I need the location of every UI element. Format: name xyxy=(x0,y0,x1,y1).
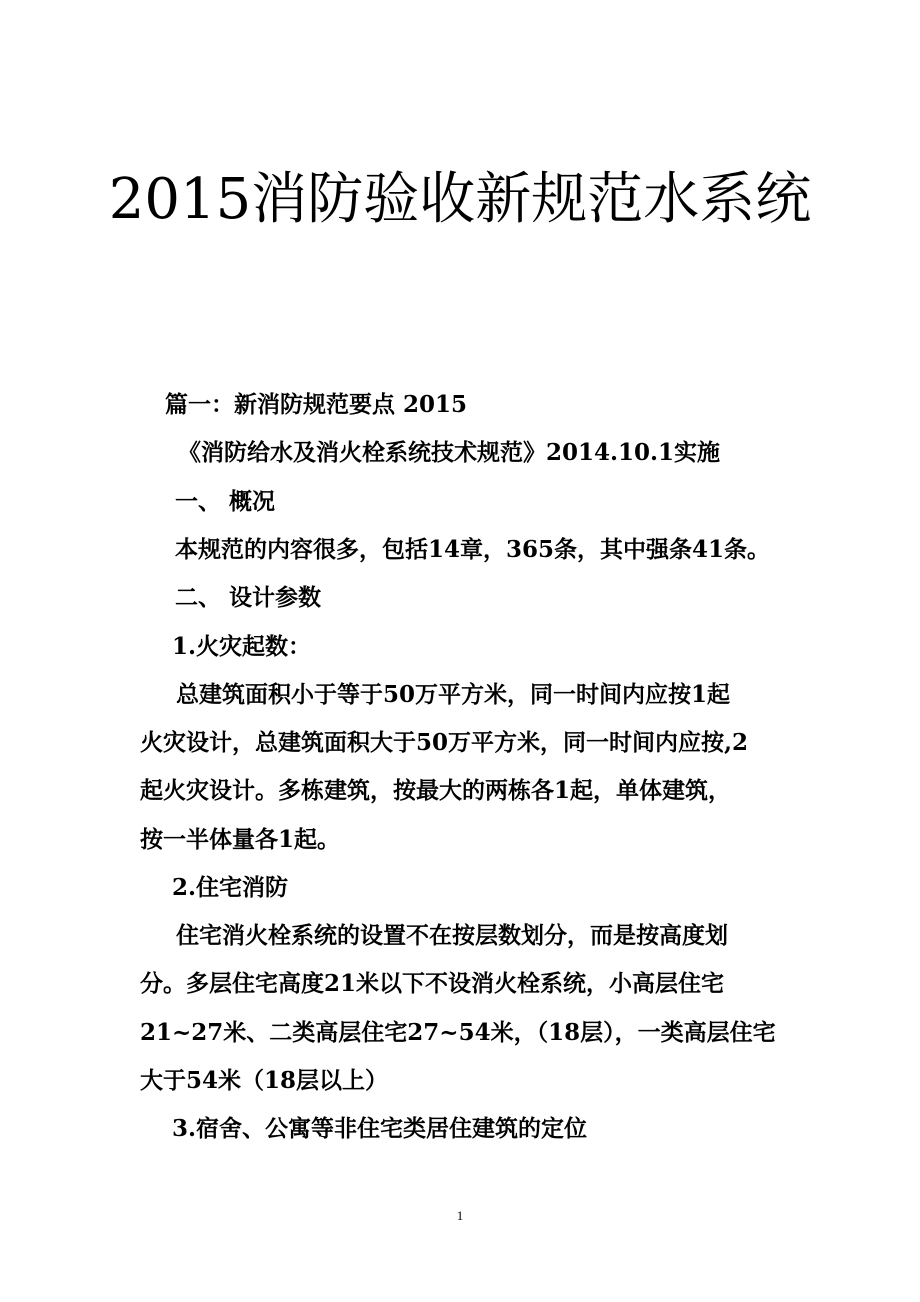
heading-design-parameters: 二、 设计参数 xyxy=(175,584,322,611)
paragraph-residential-line-4: 大于54米（18层以上） xyxy=(140,1067,389,1094)
document-title: 2015消防验收新规范水系统 xyxy=(108,167,812,232)
paragraph-residential-line-3: 21~27米、二类高层住宅27~54米，（18层），一类高层住宅 xyxy=(140,1019,776,1046)
paragraph-residential-line-1: 住宅消火栓系统的设置不在按层数划分，而是按高度划 xyxy=(176,922,728,949)
subheading-dormitory: 3.宿舍、公寓等非住宅类居住建筑的定位 xyxy=(172,1115,588,1142)
standard-name-line: 《消防给水及消火栓系统技术规范》2014.10.1实施 xyxy=(178,439,721,466)
paragraph-fire-count-line-1: 总建筑面积小于等于50万平方米，同一时间内应按1起 xyxy=(176,681,731,708)
subheading-fire-count: 1.火灾起数： xyxy=(172,633,312,660)
paragraph-residential-line-2: 分。多层住宅高度21米以下不设消火栓系统，小高层住宅 xyxy=(140,970,725,997)
heading-overview: 一、 概况 xyxy=(175,488,276,515)
section-heading-part-one: 篇一：新消防规范要点 2015 xyxy=(165,391,468,418)
paragraph-fire-count-line-4: 按一半体量各1起。 xyxy=(140,826,341,853)
paragraph-fire-count-line-3: 起火灾设计。多栋建筑，按最大的两栋各1起，单体建筑， xyxy=(140,777,732,804)
paragraph-overview: 本规范的内容很多，包括14章，365条，其中强条41条。 xyxy=(175,536,771,563)
subheading-residential-fire: 2.住宅消防 xyxy=(172,874,289,901)
paragraph-fire-count-line-2: 火灾设计，总建筑面积大于50万平方米，同一时间内应按,2 xyxy=(140,729,749,756)
page-number: 1 xyxy=(456,1208,464,1223)
